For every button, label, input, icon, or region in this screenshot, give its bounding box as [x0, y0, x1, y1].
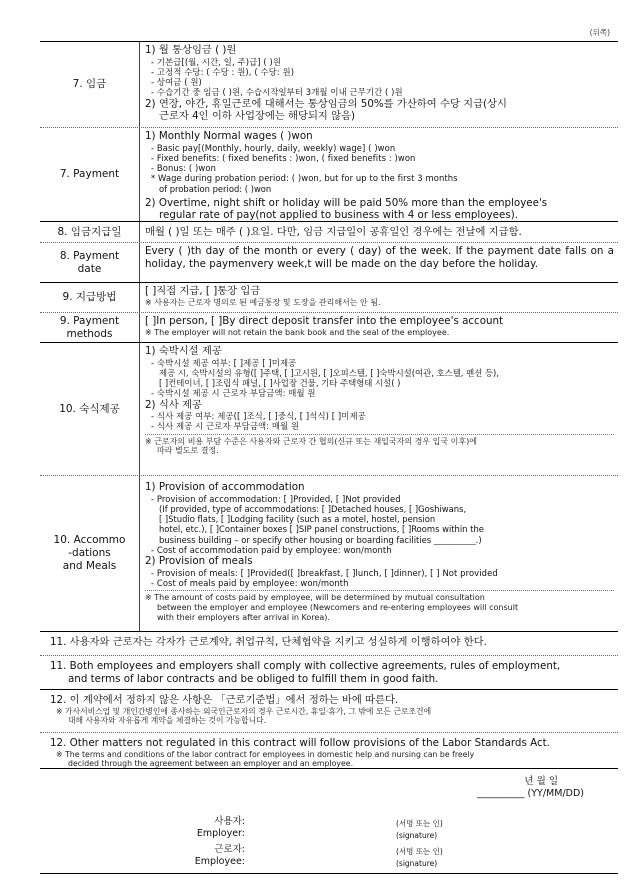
- employee-sign-ko[interactable]: (서명 또는 인): [396, 847, 443, 856]
- back-side-label: (뒤쪽): [589, 28, 610, 37]
- accom-ko-line: [ ]컨테이너, [ ]조립식 패널, [ ]사업장 건물, 기타 주택형태 시설( ): [159, 378, 401, 389]
- clause-12-en-text: 12. Other matters not regulated in this contract will follow provisions of the Labor Standards Act.: [50, 737, 550, 749]
- accom-en-row: [40, 476, 618, 632]
- employer-sign-ko[interactable]: (서명 또는 인): [396, 819, 443, 828]
- payday-ko-content: [140, 222, 618, 242]
- accom-en-content: [140, 476, 618, 631]
- method-ko-label: 9. 지급방법: [40, 283, 140, 312]
- clause-12-ko-note: ※ 가사서비스업 및 개인간병인에 종사하는 외국인근로자의 경우 근로시간, 휴일·휴가, 그 밖에 모든 근로조건에: [56, 706, 432, 716]
- payday-ko-row: [40, 222, 618, 243]
- accom-ko-label: 10. 숙식제공: [40, 343, 140, 475]
- payday-en-text: Every ( )th day of the month or every ( day) of the week. If the payment date falls on a holiday, the paymenvery week,t will be made on the day before the holiday.: [145, 245, 614, 270]
- clause-11-en-text: 11. Both employees and employers shall comply with collective agreements, rules of employment,: [50, 660, 561, 672]
- wage-ko-row: [40, 42, 618, 128]
- accom-en-note-box: [145, 590, 614, 622]
- accom-ko-note: ※ 근로자의 비용 부담 수준은 사용자와 근로자 간 협의(신규 또는 재입국자의 경우 입국 이후)에: [145, 436, 477, 446]
- accom-ko-line: 제공 시, 숙박시설의 유형([ ]주택, [ ]고시원, [ ]오피스텔, [ ]숙박시설(여관, 호스텔, 펜션 등),: [159, 367, 499, 378]
- employer-ko-label: 사용자:: [214, 816, 245, 827]
- wage-ko-line: - 상여금 ( 원): [151, 77, 202, 88]
- method-ko-note: ※ 사용자는 근로자 명의로 된 예금통장 및 도장을 관리해서는 안 됨.: [145, 297, 381, 307]
- accom-en-note: between the employer and employee (Newcomers and re-entering employees will consult: [157, 602, 519, 612]
- wage-en-line: of probation period: ( )won: [159, 183, 272, 194]
- clause-11-ko: [40, 632, 618, 656]
- date-format: (YY/MM/DD): [527, 787, 584, 799]
- employee-sign-en[interactable]: (signature): [396, 859, 438, 868]
- accom-ko-row: [40, 343, 618, 476]
- payday-en-content: [140, 243, 618, 282]
- wage-en-label: 7. Payment: [40, 128, 140, 221]
- wage-ko-line: - 기본급[(월, 시간, 일, 주)급] ( )원: [151, 56, 282, 67]
- accom-ko-note: 따라 별도로 결정.: [157, 446, 219, 456]
- wage-ko-line: - 수습기간 중 임금 ( )원, 수습시작일부터 3개월 이내 근무기간 ( )원: [151, 87, 403, 98]
- accom-en-line: - Cost of meals paid by employee: won/month: [151, 577, 349, 588]
- employee-en-label: Employee:: [194, 856, 245, 867]
- accom-en-line: 2) Provision of meals: [145, 555, 253, 568]
- accom-en-line: - Cost of accommodation paid by employee: won/month: [151, 544, 392, 555]
- wage-en-line: - Bonus: ( )won: [151, 163, 216, 174]
- accom-ko-line: - 식사 제공 시 근로자 부담금액: 매월 원: [151, 421, 300, 432]
- accom-ko-line: - 식사 제공 여부: 제공([ ]조식, [ ]중식, [ ]석식) [ ]미제공: [151, 411, 366, 422]
- clause-11-en-text: and terms of labor contracts and be obliged to fulfill them in good faith.: [68, 672, 439, 685]
- accom-en-line: - Provision of accommodation: [ ]Provided, [ ]Not provided: [151, 493, 401, 504]
- method-ko-line: [ ]직접 지급, [ ]통장 입금: [145, 285, 261, 297]
- wage-ko-line: 근로자 4인 이하 사업장에는 해당되지 않음): [159, 110, 356, 123]
- clause-12-en: [40, 733, 618, 769]
- clause-12-en-note: decided through the agreement between an employer and an employee.: [68, 759, 354, 769]
- bottom-border: [40, 873, 618, 874]
- accom-en-line: hotel, etc.), [ ]Container boxes [ ]SIP panel constructions, [ ]Rooms within the: [159, 524, 484, 535]
- wage-ko-content: [140, 42, 618, 127]
- clause-12-ko-text: 12. 이 계약에서 정하지 않은 사항은 「근로기준법」에서 정하는 바에 따른다.: [50, 694, 399, 706]
- clause-12-ko-note: 대해 사용자와 자유롭게 계약을 체결하는 것이 가능합니다.: [68, 716, 267, 726]
- accom-en-line: [ ]Studio flats, [ ]Lodging facility (such as a motel, hostel, pension: [159, 514, 436, 525]
- wage-ko-label: 7. 임금: [40, 42, 140, 127]
- signature-area: [40, 776, 618, 871]
- method-en-line: [ ]In person, [ ]By direct deposit transfer into the employee's account: [145, 315, 504, 327]
- employer-sign-en[interactable]: (signature): [396, 831, 438, 840]
- wage-en-line: * Wage during probation period: ( )won, but for up to the first 3 months: [151, 173, 458, 184]
- wage-en-line: - Fixed benefits: ( fixed benefits : )won, ( fixed benefits : )won: [151, 152, 416, 163]
- date-en-line: [477, 788, 584, 800]
- accom-en-line: 1) Provision of accommodation: [145, 481, 305, 493]
- method-en-label: 9. Payment methods: [40, 313, 140, 342]
- date-ko: 년 월 일: [524, 776, 558, 787]
- contract-form: [40, 41, 618, 769]
- accom-ko-line: 2) 식사 제공: [145, 398, 202, 411]
- contract-date: [477, 776, 584, 799]
- payday-ko-label: 8. 임금지급일: [40, 222, 140, 242]
- accom-ko-line: - 숙박시설 제공 시 근로자 부담금액: 매월 원: [151, 388, 316, 399]
- accom-ko-note-box: [145, 434, 614, 457]
- wage-en-line: - Basic pay[(Monthly, hourly, daily, weekly) wage] ( )won: [151, 142, 396, 153]
- payday-en-row: [40, 243, 618, 283]
- accom-en-note: ※ The amount of costs paid by employee, will be determined by mutual consultation: [145, 593, 485, 603]
- wage-ko-line: - 고정적 수당: ( 수당 : 원), ( 수당: 원): [151, 66, 295, 77]
- wage-ko-line: 2) 연장, 야간, 휴일근로에 대해서는 통상임금의 50%를 가산하여 수당 지급(상시: [145, 97, 507, 110]
- method-en-note: ※ The employer will not retain the bank book and the seal of the employee.: [145, 327, 450, 337]
- clause-11-ko-text: 11. 사용자와 근로자는 각자가 근로계약, 취업규칙, 단체협약을 지키고 성실하게 이행하여야 한다.: [50, 636, 487, 648]
- clause-12-en-note: ※ The terms and conditions of the labor contract for employees in domestic help and nursing can be freely: [56, 749, 475, 759]
- wage-en-content: [140, 128, 618, 221]
- method-ko-row: [40, 283, 618, 313]
- accom-ko-content: [140, 343, 618, 475]
- method-en-content: [140, 313, 618, 342]
- accom-en-label: 10. Accommo -dations and Meals: [40, 476, 140, 631]
- wage-en-row: [40, 128, 618, 222]
- accom-en-line: business building – or specify other housing or boarding facilities __________.): [159, 534, 482, 545]
- clause-11-en: [40, 656, 618, 690]
- method-en-row: [40, 313, 618, 343]
- payday-en-label: 8. Payment date: [40, 243, 140, 282]
- accom-ko-line: - 숙박시설 제공 여부: [ ]제공 [ ]미제공: [151, 357, 297, 368]
- wage-en-line: 1) Monthly Normal wages ( )won: [145, 130, 313, 142]
- accom-en-line: - Provision of meals: [ ]Provided([ ]breakfast, [ ]lunch, [ ]dinner), [ ] Not provided: [151, 567, 498, 578]
- accom-ko-line: 1) 숙박시설 제공: [145, 345, 222, 357]
- employee-ko-label: 근로자:: [214, 844, 245, 855]
- clause-12-ko: [40, 690, 618, 733]
- wage-en-line: 2) Overtime, night shift or holiday will be paid 50% more than the employee's: [145, 196, 548, 209]
- accom-en-line: (If provided, type of accommodations: [ ]Detached houses, [ ]Goshiwans,: [159, 503, 467, 514]
- wage-ko-line: 1) 월 통상임금 ( )원: [145, 44, 237, 56]
- method-ko-content: [140, 283, 618, 312]
- wage-en-line: regular rate of pay(not applied to business with 4 or less employees).: [159, 209, 518, 222]
- employer-en-label: Employer:: [196, 828, 245, 839]
- accom-en-note: with their employers after arrival in Korea).: [157, 612, 330, 622]
- date-blank[interactable]: __________: [477, 787, 525, 799]
- payday-ko-text: 매월 ( )일 또는 매주 ( )요일. 다만, 임금 지급일이 공휴일인 경우에는 전날에 지급함.: [145, 225, 522, 238]
